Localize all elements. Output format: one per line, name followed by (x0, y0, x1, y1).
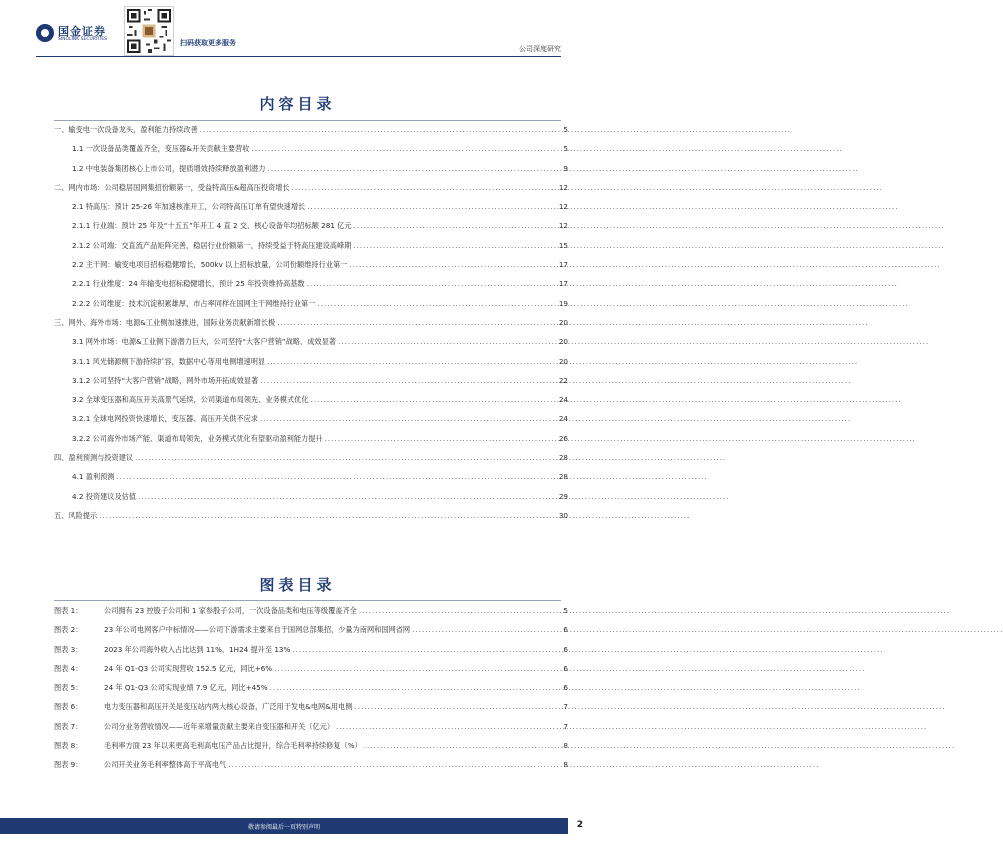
figure-entry-page: 7 (563, 702, 568, 712)
figure-entry[interactable] (54, 741, 568, 760)
figure-entry-label: 图表 8： (54, 741, 83, 751)
toc-entry[interactable] (54, 221, 568, 240)
toc-entry[interactable] (54, 260, 568, 279)
figure-entry-page: 8 (563, 760, 568, 770)
toc-leader-dots (277, 318, 556, 327)
toc-leader-dots (260, 376, 556, 385)
figure-leader-dots (359, 606, 556, 615)
logo-english-name: SINOLINK SECURITIES (58, 37, 108, 42)
figure-entry[interactable] (54, 722, 568, 741)
figure-entry-title: 公司分业务营收情况——近年来增量贡献主要来自变压器和开关（亿元） (104, 721, 335, 731)
figure-entry[interactable] (54, 760, 568, 779)
toc-entry-title: 1.2 中电装备集团核心上市公司，提质增效持续释放盈利潜力 (72, 163, 266, 173)
toc-entry[interactable] (54, 183, 568, 202)
toc-entry-title: 3.1.1 风光储源侧下游持续扩容，数据中心等用电侧增速明显 (72, 356, 266, 366)
figure-entry-title: 24 年 Q1-Q3 公司实现业绩 7.9 亿元，同比+45% (104, 683, 268, 693)
figure-leader-dots (354, 702, 556, 711)
figure-entry-label: 图表 9： (54, 760, 83, 770)
toc-entry[interactable] (54, 299, 568, 318)
figure-entry-page: 6 (563, 663, 568, 673)
toc-leader-dots (135, 453, 556, 462)
toc-entry-page: 28 (558, 472, 568, 482)
table-of-contents (54, 125, 568, 530)
figure-entry[interactable] (54, 625, 568, 644)
toc-entry-page: 20 (558, 317, 568, 327)
toc-leader-dots (338, 337, 556, 346)
toc-entry-title: 2.1 特高压：预计 25-26 年加速核准开工，公司特高压订单有望快速增长 (72, 202, 306, 212)
toc-entry-page: 30 (558, 510, 568, 520)
toc-entry-page: 17 (558, 279, 568, 289)
figure-entry-label: 图表 1： (54, 606, 83, 615)
figure-entry[interactable] (54, 683, 568, 702)
toc-entry-page: 19 (558, 298, 568, 308)
list-of-figures (54, 606, 568, 780)
contents-title: 内容目录 (259, 95, 336, 113)
toc-entry-page: 26 (558, 433, 568, 443)
page-number: 2 (576, 820, 583, 830)
figure-entry[interactable] (54, 702, 568, 721)
figure-entry[interactable] (54, 645, 568, 664)
figure-entry-label: 图表 3： (54, 644, 83, 654)
figure-entry-page: 6 (563, 683, 568, 693)
toc-leader-dots (260, 414, 556, 423)
figure-leader-dots (274, 664, 556, 673)
header-divider (36, 56, 561, 57)
toc-entry[interactable] (54, 434, 568, 453)
toc-leader-dots (353, 241, 556, 250)
toc-entry[interactable] (54, 144, 568, 163)
toc-entry-page: 12 (558, 182, 568, 192)
toc-entry-title: 3.1 网外市场：电源&工业侧下游潜力巨大，公司坚持“大客户营销”战略、成效显著 (72, 337, 336, 347)
toc-entry-title: 三、网外、海外市场：电源&工业侧加速推进，国际业务贡献新增长极 (54, 317, 276, 327)
figure-entry-title: 毛利率方面 23 年以来更高毛利高电压产品占比提升，综合毛利率持续修复（%） (104, 741, 362, 751)
toc-leader-dots (325, 434, 556, 443)
toc-entry-page: 5 (563, 144, 568, 154)
figure-entry-title: 23 年公司电网客户中标情况——公司下游需求主要来自于国网总部集招，少量为南网和国网省网 (104, 625, 411, 635)
toc-entry-title: 2.2.2 公司维度：技术沉淀积累雄厚，市占率同样在国网主干网维持行业第一 (72, 298, 316, 308)
toc-entry-page: 24 (558, 395, 568, 405)
toc-entry[interactable] (54, 318, 568, 337)
figure-entry-title: 电力变压器和高压开关是变压站内两大核心设备，广泛用于发电&电网&用电侧 (104, 702, 353, 712)
toc-entry[interactable] (54, 492, 568, 511)
toc-entry-title: 2.1.2 公司端：交直流产品矩阵完善，稳居行业份额第一，持续受益于特高压建设高峰期 (72, 240, 352, 250)
toc-leader-dots (307, 202, 556, 211)
toc-leader-dots (200, 125, 556, 134)
toc-entry[interactable] (54, 125, 568, 144)
logo-chinese-name: 国金证券 (58, 25, 106, 38)
figure-entry-label: 图表 5： (54, 683, 83, 693)
toc-entry[interactable] (54, 357, 568, 376)
toc-entry[interactable] (54, 511, 568, 530)
toc-leader-dots (317, 299, 556, 308)
toc-entry-page: 12 (558, 202, 568, 212)
toc-entry[interactable] (54, 376, 568, 395)
toc-leader-dots (311, 395, 556, 404)
figure-entry[interactable] (54, 606, 568, 625)
figure-entry-title: 2023 年公司海外收入占比达到 11%，1H24 提升至 13% (104, 644, 291, 654)
figure-entry-label: 图表 7： (54, 721, 83, 731)
toc-entry-page: 20 (558, 356, 568, 366)
footer-disclaimer[interactable]: 敬请参阅最后一页特别声明 (247, 824, 320, 831)
toc-entry-title: 二、网内市场：公司稳居国网集招份额第一，受益特高压&超高压投资增长 (54, 182, 290, 192)
page-header (0, 0, 595, 62)
figure-entry-page: 7 (563, 721, 568, 731)
figure-entry-page: 6 (563, 625, 568, 635)
qr-caption: 扫码获取更多服务 (180, 39, 236, 47)
toc-entry-page: 20 (558, 337, 568, 347)
toc-leader-dots (251, 144, 556, 153)
toc-leader-dots (307, 279, 556, 288)
figure-entry-page: 8 (563, 741, 568, 751)
figure-entry[interactable] (54, 664, 568, 683)
toc-entry[interactable] (54, 453, 568, 472)
qr-code-icon[interactable] (124, 6, 174, 56)
figures-divider (54, 600, 561, 601)
toc-leader-dots (267, 357, 556, 366)
toc-entry-title: 一、输变电一次设备龙头，盈利能力持续改善 (54, 125, 198, 134)
toc-leader-dots (267, 164, 556, 173)
toc-entry-title: 2.1.1 行业端：预计 25 年及“十五五”年开工 4 直 2 交、核心设备年均招标额 281 亿元 (72, 221, 352, 231)
toc-entry-page: 22 (558, 375, 568, 385)
toc-entry[interactable] (54, 337, 568, 356)
toc-entry-title: 四、盈利预测与投资建议 (54, 453, 134, 463)
toc-leader-dots (349, 260, 556, 269)
figure-leader-dots (336, 722, 556, 731)
toc-leader-dots (138, 492, 556, 501)
figure-leader-dots (412, 625, 556, 634)
figure-leader-dots (364, 741, 556, 750)
toc-entry[interactable] (54, 241, 568, 260)
toc-entry-title: 3.2.2 公司海外市场产能、渠道布局领先，业务模式优化有望驱动盈利能力提升 (72, 433, 323, 443)
company-logo (36, 22, 108, 46)
toc-entry-title: 3.1.2 公司坚持“大客户营销”战略，网外市场开拓成效显著 (72, 375, 259, 385)
figure-entry-title: 24 年 Q1-Q3 公司实现营收 152.5 亿元，同比+6% (104, 663, 273, 673)
toc-leader-dots (354, 221, 556, 230)
toc-entry-title: 2.2 主干网：输变电项目招标稳健增长，500kv 以上招标放量，公司份额维持行业第一 (72, 260, 348, 270)
figure-entry-page: 5 (563, 606, 568, 615)
toc-entry-page: 9 (563, 163, 568, 173)
toc-entry-page: 15 (558, 240, 568, 250)
toc-entry-title: 2.2.1 行业维度：24 年输变电招标稳健增长，预计 25 年投资维持高基数 (72, 279, 305, 289)
toc-entry[interactable] (54, 279, 568, 298)
figure-entry-label: 图表 2： (54, 625, 83, 635)
toc-entry[interactable] (54, 472, 568, 491)
toc-entry-title: 1.1 一次设备品类覆盖齐全，变压器&开关贡献主要营收 (72, 144, 250, 154)
figure-entry-title: 公司开关业务毛利率整体高于平高电气 (104, 760, 227, 770)
document-type: 公司深度研究 (519, 45, 561, 53)
toc-leader-dots (116, 472, 556, 481)
toc-entry-page: 28 (558, 453, 568, 463)
toc-entry-title: 3.2 全球变压器和高压开关高景气延续，公司渠道布局领先、业务模式优化 (72, 395, 309, 405)
toc-entry[interactable] (54, 395, 568, 414)
toc-entry-title: 4.1 盈利预测 (72, 472, 115, 482)
toc-entry[interactable] (54, 164, 568, 183)
toc-entry-page: 5 (563, 125, 568, 134)
figure-leader-dots (228, 760, 556, 769)
toc-entry-title: 4.2 投资建议及估值 (72, 491, 137, 501)
figure-entry-title: 公司拥有 23 控股子公司和 1 家参股子公司，一次设备品类和电压等级覆盖齐全 (104, 606, 357, 615)
figure-entry-label: 图表 6： (54, 702, 83, 712)
toc-entry-page: 24 (558, 414, 568, 424)
toc-leader-dots (99, 511, 556, 520)
toc-entry-page: 29 (558, 491, 568, 501)
toc-entry[interactable] (54, 202, 568, 221)
contents-divider (54, 120, 561, 121)
toc-leader-dots (292, 183, 556, 192)
toc-entry-title: 3.2.1 全球电网投资快速增长，变压器、高压开关供不应求 (72, 414, 258, 424)
figure-entry-page: 6 (563, 644, 568, 654)
toc-entry-page: 17 (558, 260, 568, 270)
toc-entry-page: 12 (558, 221, 568, 231)
toc-entry-title: 五、风险提示 (54, 510, 98, 520)
toc-entry[interactable] (54, 414, 568, 433)
figures-title: 图表目录 (259, 576, 336, 594)
figure-leader-dots (292, 645, 556, 654)
figure-entry-label: 图表 4： (54, 663, 83, 673)
figure-leader-dots (270, 683, 556, 692)
logo-mark-icon (36, 24, 54, 42)
